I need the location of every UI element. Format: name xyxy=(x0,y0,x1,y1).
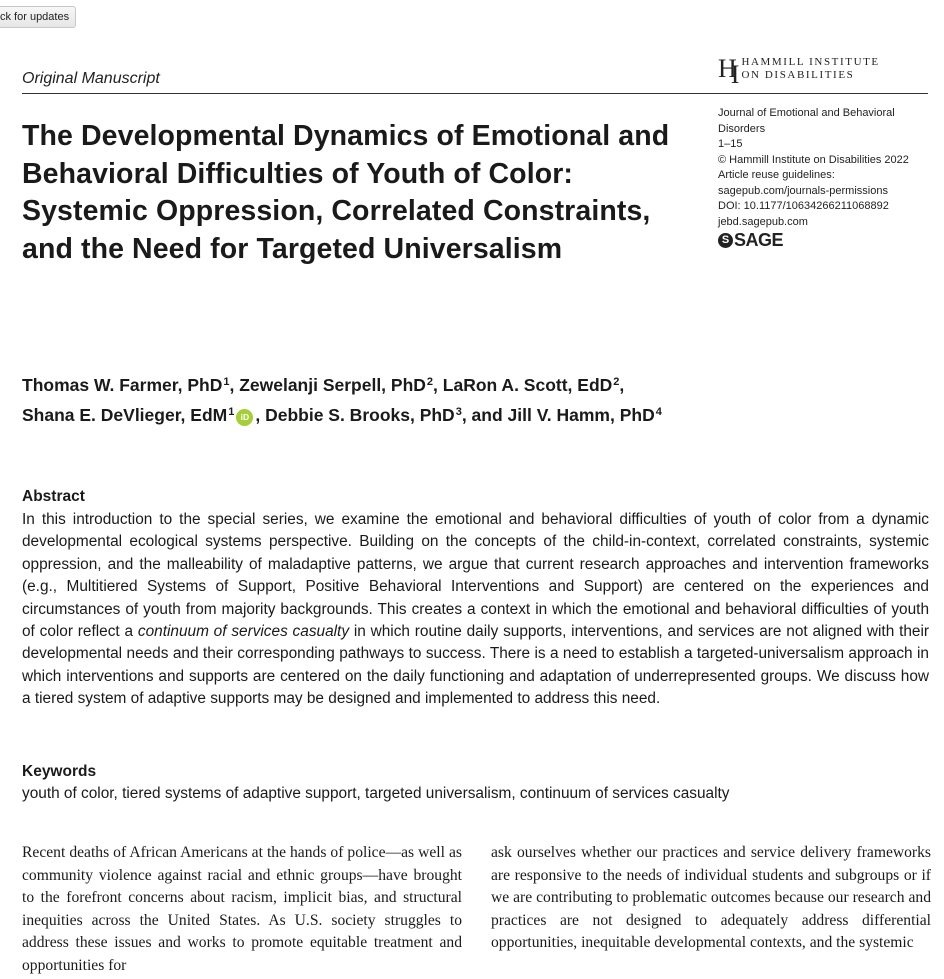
author-name: Jill V. Hamm, PhD xyxy=(507,405,655,425)
author-affiliation: 2 xyxy=(613,376,620,388)
page-range: 1–15 xyxy=(718,138,743,150)
author-affiliation: 3 xyxy=(455,406,462,418)
journal-name: Journal of Emotional and Behavioral Disorders xyxy=(718,107,895,135)
manuscript-type-label: Original Manuscript xyxy=(22,70,160,87)
author-separator: , xyxy=(433,375,443,395)
author-separator: , xyxy=(619,375,625,395)
journal-meta xyxy=(718,106,933,249)
article-title: The Developmental Dynamics of Emotional and Behavioral Difficulties of Youth of Color: Systemic Oppression, Correlated Constraints, and the Need for Targeted Universalism xyxy=(22,120,670,265)
sage-wordmark: SAGE xyxy=(734,230,784,250)
author-separator: , and xyxy=(461,405,508,425)
abstract-part-1: In this introduction to the special series, we examine the emotional and behavioral difficulties of youth of color from a dynamic developmental ecological systems perspective. Building on the concepts of the child-in-context, correlated constraints, systemic oppression, and the malleability of maladaptive patterns, we argue that current research approaches and intervention frameworks (e.g., Multitiered Systems of Support, Positive Behavioral Interventions and Support) are centered on the experiences and circumstances of youth from majority backgrounds. This creates a context in which the emotional and behavioral difficulties of youth of color reflect a xyxy=(22,511,929,641)
abstract-part-2: in which routine daily supports, interventions, and services are not aligned with their developmental needs and their corresponding pathways to success. There is a need to establish a targeted-universalism approach in which interventions and supports are centered on the daily functioning and adaptation of underrepresented groups. We discuss how a tiered system of adaptive supports may be designed and implemented to address this need. xyxy=(22,623,930,708)
author-list xyxy=(22,369,932,429)
keywords-heading: Keywords xyxy=(22,763,97,780)
body-column-left: Recent deaths of African Americans at the hands of police—as well as community violence against racial and ethnic groups—have brought to the forefront concerns about racism, implicit bias, and structural inequities across the United States. As U.S. society struggles to address these issues and works to promote equitable treatment and opportunities for xyxy=(22,844,462,974)
reuse-label: Article reuse guidelines: xyxy=(718,169,835,181)
author-name: LaRon A. Scott, EdD xyxy=(442,375,613,395)
author-name: Zewelanji Serpell, PhD xyxy=(239,375,426,395)
header-divider xyxy=(22,93,928,94)
publisher-logo xyxy=(718,54,880,89)
author-name: Shana E. DeVlieger, EdM xyxy=(22,405,228,425)
author-affiliation: 1 xyxy=(223,376,230,388)
author-name: Debbie S. Brooks, PhD xyxy=(265,405,455,425)
abstract-emphasis: continuum of services casualty xyxy=(137,623,350,641)
reuse-link[interactable]: sagepub.com/journals-permissions xyxy=(718,184,888,197)
publisher-name-line-2: ON DISABILITIES xyxy=(741,69,855,81)
sage-s-icon: S xyxy=(718,233,733,248)
abstract-heading: Abstract xyxy=(22,488,85,505)
doi[interactable]: DOI: 10.1177/10634266211068892 xyxy=(718,200,889,212)
author-affiliation: 2 xyxy=(426,376,434,388)
orcid-icon[interactable]: iD xyxy=(236,409,253,426)
abstract-text xyxy=(22,509,929,711)
journal-site-link[interactable]: jebd.sagepub.com xyxy=(718,215,808,228)
logo-letter-i: I xyxy=(730,60,734,89)
hammill-logo-icon xyxy=(718,54,734,89)
author-affiliation: 4 xyxy=(655,406,662,418)
author-name: Thomas W. Farmer, PhD xyxy=(22,375,223,395)
author-separator: , xyxy=(255,405,266,425)
keywords-text: youth of color, tiered systems of adaptive support, targeted universalism, continuum of services casualty xyxy=(22,785,730,802)
author-separator: , xyxy=(229,375,240,395)
copyright-notice: © Hammill Institute on Disabilities 2022 xyxy=(718,153,909,166)
author-affiliation: 1 xyxy=(228,406,235,418)
logo-letter-h: H xyxy=(718,54,731,83)
publisher-name-line-1: HAMMILL INSTITUTE xyxy=(741,56,880,68)
sage-logo xyxy=(718,230,933,250)
check-for-updates-button[interactable]: ck for updates xyxy=(0,6,76,28)
body-column-right: ask ourselves whether our practices and service delivery frameworks are responsive to the needs of individual students and subgroups or if we are contributing to problematic outcomes because our research and practices are not designed to adequately address differential opportunities, inequitable developmental contexts, and the systemic xyxy=(491,844,931,952)
